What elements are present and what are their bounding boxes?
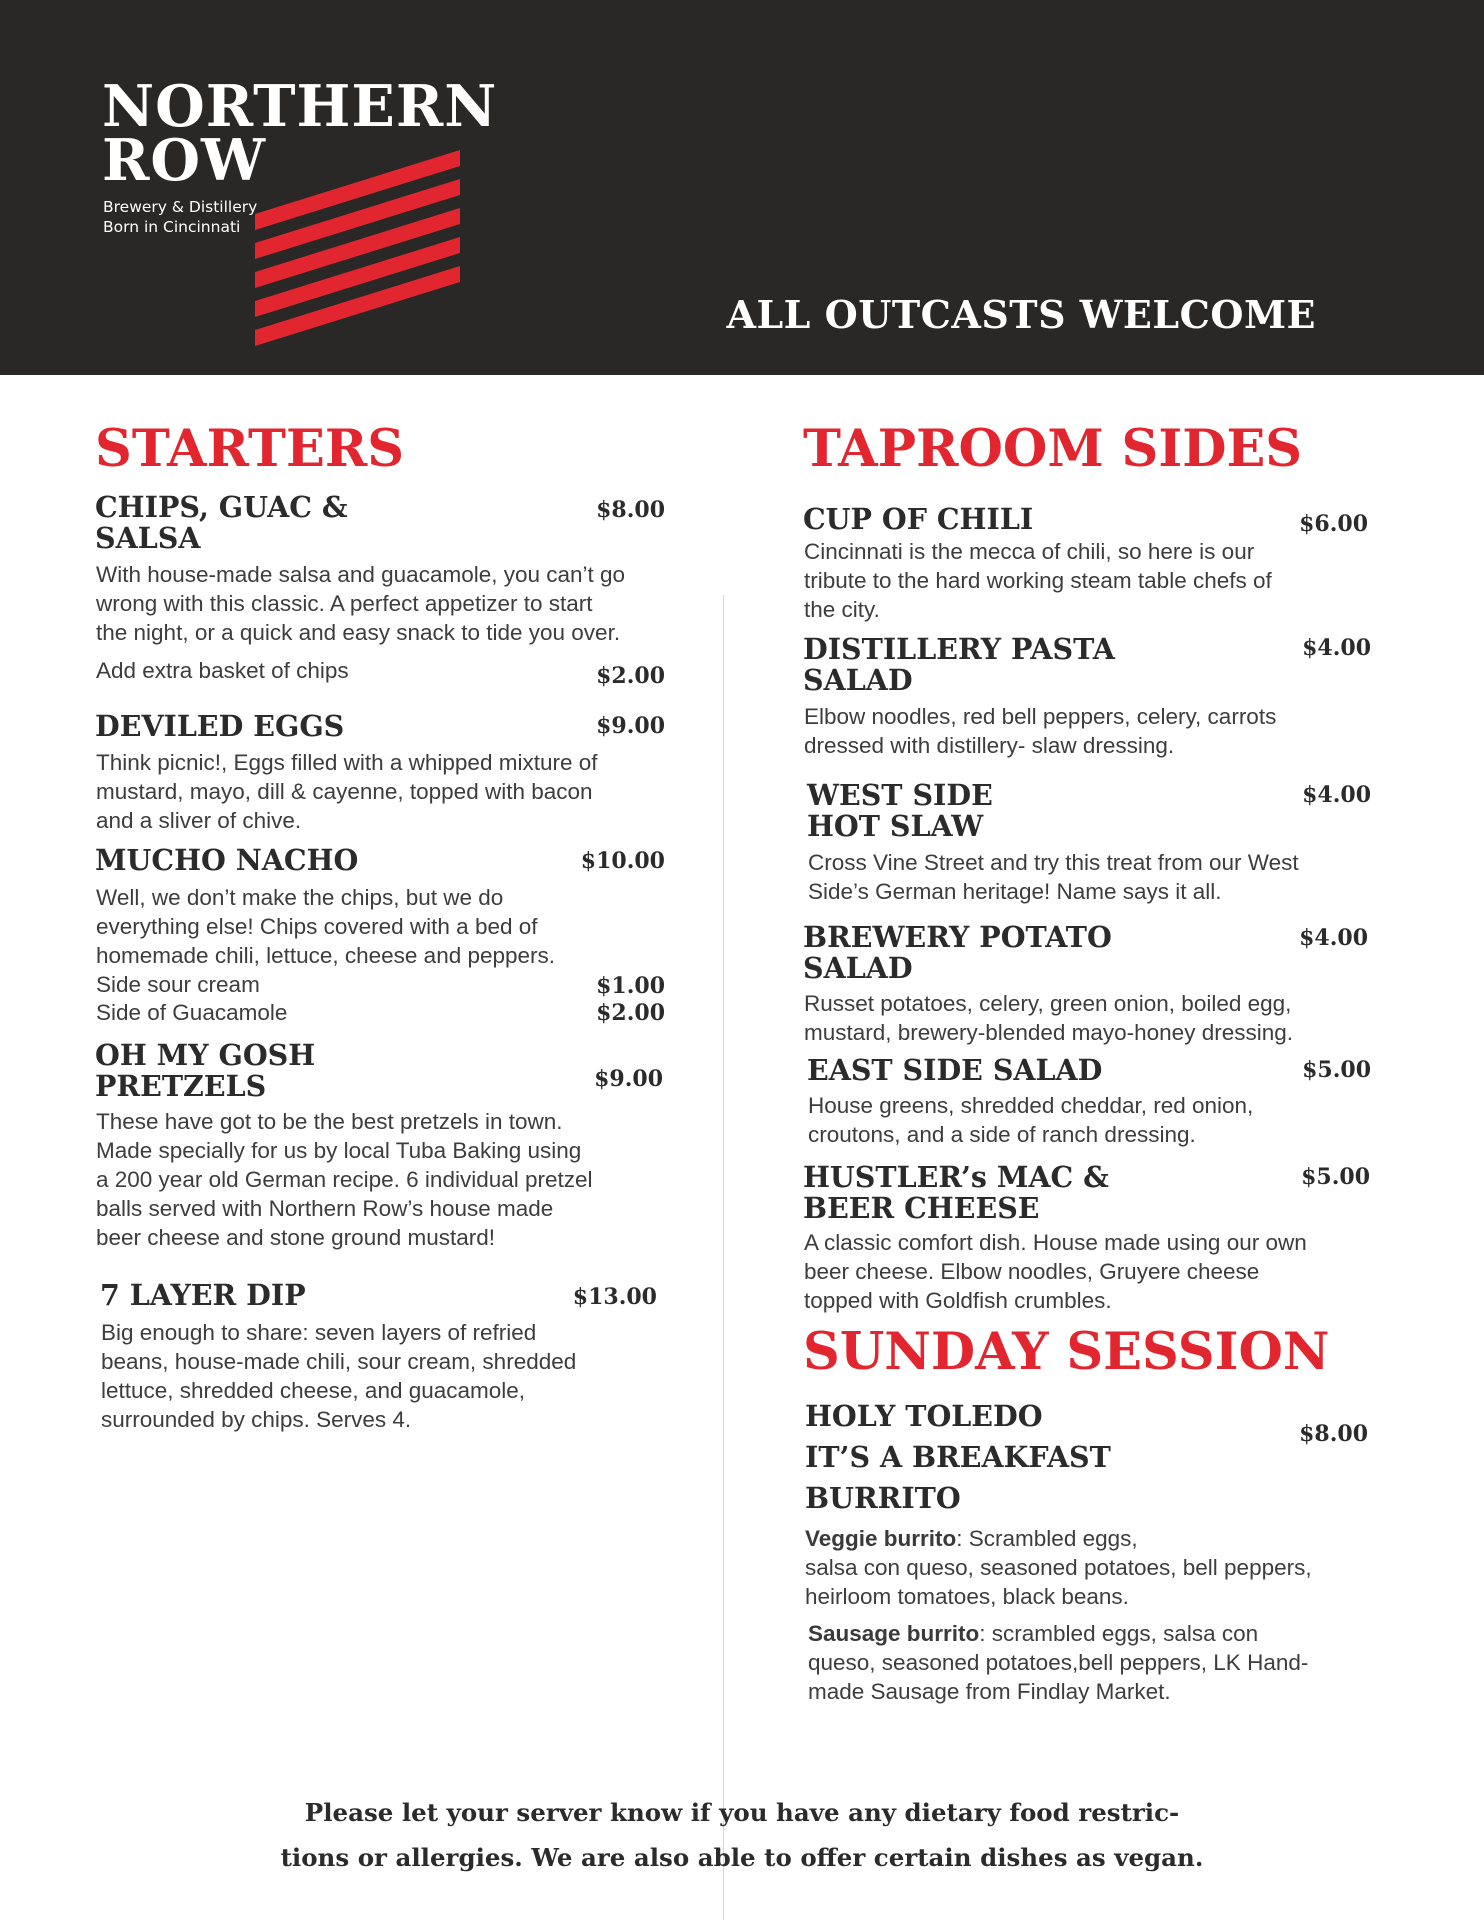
menu-item-price: $8.00: [1299, 1421, 1368, 1447]
menu-item-description: Russet potatoes, celery, green onion, boiled egg, mustard, brewery-blended mayo-honey dressing.: [804, 991, 1293, 1045]
menu-item-price: $9.00: [596, 713, 665, 739]
header-banner: [0, 0, 1484, 375]
menu-item-name: HUSTLER’s MAC & BEER CHEESE: [803, 1160, 1109, 1225]
sausage-burrito-description: Sausage burrito: scrambled eggs, salsa con queso, seasoned potatoes,bell peppers, LK Hand- made Sausage from Findlay Market.: [808, 1621, 1309, 1704]
menu-item-name: EAST SIDE SALAD: [807, 1053, 1103, 1087]
brand-name-line2: ROW: [102, 127, 267, 194]
brand-name-line1: NORTHERN: [102, 73, 498, 140]
menu-item-description: A classic comfort dish. House made using our own beer cheese. Elbow noodles, Gruyere cheese topped with Goldfish crumbles.: [804, 1230, 1307, 1313]
menu-item-description: Think picnic!, Eggs filled with a whipped mixture of mustard, mayo, dill & cayenne, topped with bacon and a sliver of chive.: [96, 750, 598, 833]
menu-item-name: BREWERY POTATO SALAD: [803, 920, 1112, 985]
logo-stripes-icon: [255, 150, 465, 355]
section-title-taproom-sides: TAPROOM SIDES: [803, 419, 1303, 479]
menu-item-description: With house-made salsa and guacamole, you can’t go wrong with this classic. A perfect appetizer to start the night, or a quick and easy snack to tide you over.: [96, 562, 626, 645]
menu-item-price: $8.00: [596, 497, 665, 523]
menu-item-name: 7 LAYER DIP: [100, 1278, 306, 1312]
addon-label: Add extra basket of chips: [96, 658, 349, 683]
brand-sub-line2: Born in Cincinnati: [103, 218, 241, 236]
addon-price: $1.00: [596, 973, 665, 999]
menu-item-description: Well, we don’t make the chips, but we do everything else! Chips covered with a bed of homemade chili, lettuce, cheese and peppers.: [96, 885, 556, 968]
addon-price: $2.00: [596, 1000, 665, 1026]
sausage-burrito-label: Sausage burrito: [808, 1621, 980, 1646]
addon-label: Side sour cream: [96, 972, 260, 997]
brand-subtitle: [103, 197, 257, 237]
dietary-note: Please let your server know if you have any dietary food restric- tions or allergies. We are also able to offer certain dishes as vegan.: [280, 1798, 1204, 1872]
menu-item-price: $6.00: [1299, 511, 1368, 537]
section-title-starters: STARTERS: [95, 419, 405, 479]
menu-item-name: HOLY TOLEDO IT’S A BREAKFAST BURRITO: [805, 1399, 1111, 1515]
menu-item-name: CHIPS, GUAC & SALSA: [95, 490, 348, 555]
menu-item-name: OH MY GOSH PRETZELS: [95, 1038, 316, 1103]
menu-item-price: $9.00: [594, 1066, 663, 1092]
addon-price: $2.00: [596, 663, 665, 689]
veggie-burrito-label: Veggie burrito: [805, 1526, 957, 1551]
menu-item-name: WEST SIDE HOT SLAW: [807, 778, 993, 843]
menu-item-name: DISTILLERY PASTA SALAD: [803, 632, 1115, 697]
menu-item-description: Cross Vine Street and try this treat from our West Side’s German heritage! Name says it all.: [808, 850, 1299, 904]
menu-item-description: Elbow noodles, red bell peppers, celery, carrots dressed with distillery- slaw dressing.: [804, 704, 1277, 758]
section-title-sunday-session: SUNDAY SESSION: [803, 1322, 1330, 1382]
menu-item-price: $5.00: [1302, 1057, 1371, 1083]
menu-item-description: These have got to be the best pretzels in town. Made specially for us by local Tuba Baking using a 200 year old German recipe. 6 individual pretzel balls served with Northern Row’s house made beer cheese and stone ground mustard!: [96, 1109, 593, 1250]
veggie-burrito-description: Veggie burrito: Scrambled eggs, salsa con queso, seasoned potatoes, bell peppers, heirloom tomatoes, black beans.: [805, 1526, 1312, 1609]
menu-item-price: $13.00: [572, 1284, 657, 1310]
menu-item-name: DEVILED EGGS: [95, 709, 345, 743]
menu-item-description: Big enough to share: seven layers of refried beans, house-made chili, sour cream, shredded lettuce, shredded cheese, and guacamole, surrounded by chips. Serves 4.: [101, 1320, 577, 1432]
brand-sub-line1: Brewery & Distillery: [103, 198, 258, 216]
menu-item-price: $10.00: [580, 848, 665, 874]
menu-item-price: $5.00: [1301, 1164, 1370, 1190]
tagline: ALL OUTCASTS WELCOME: [726, 292, 1316, 337]
menu-item-name: MUCHO NACHO: [95, 843, 359, 877]
menu-item-description: House greens, shredded cheddar, red onion, croutons, and a side of ranch dressing.: [808, 1093, 1254, 1147]
menu-item-name: CUP OF CHILI: [803, 502, 1034, 536]
addon-label: Side of Guacamole: [96, 1000, 288, 1025]
menu-item-description: Cincinnati is the mecca of chili, so here is our tribute to the hard working steam table chefs of the city.: [804, 539, 1272, 622]
menu-item-price: $4.00: [1302, 782, 1371, 808]
menu-item-price: $4.00: [1299, 925, 1368, 951]
column-divider: [723, 595, 724, 1920]
menu-item-price: $4.00: [1302, 635, 1371, 661]
